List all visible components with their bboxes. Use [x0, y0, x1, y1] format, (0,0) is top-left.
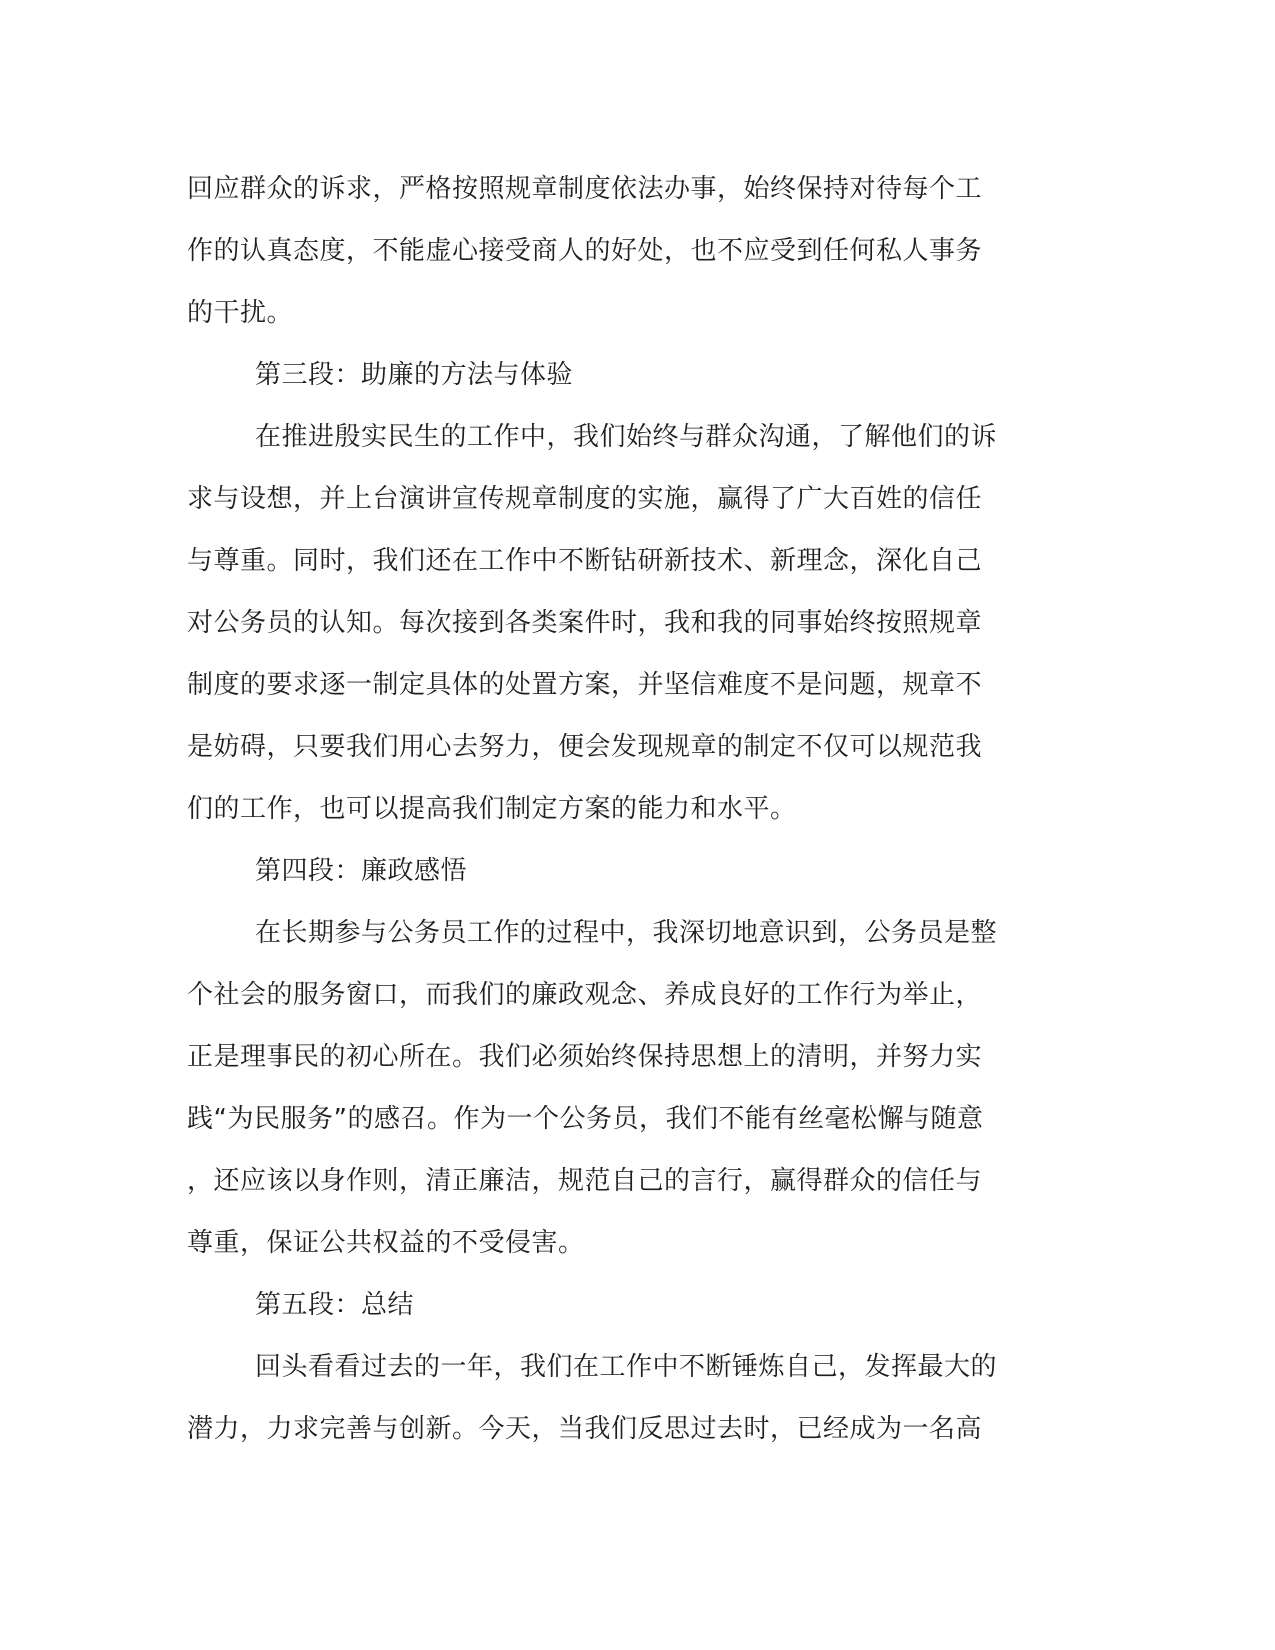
text-line: 潜力，力求完善与创新。今天，当我们反思过去时，已经成为一名高	[187, 1414, 983, 1444]
text-line: 回头看看过去的一年，我们在工作中不断锤炼自己，发挥最大的	[255, 1352, 998, 1382]
text-line: 在长期参与公务员工作的过程中，我深切地意识到，公务员是整	[255, 918, 998, 948]
text-line: 在推进殷实民生的工作中，我们始终与群众沟通，了解他们的诉	[255, 422, 998, 452]
section-heading-3: 第三段：助廉的方法与体验	[255, 360, 574, 390]
text-line: 制度的要求逐一制定具体的处置方案，并坚信难度不是问题，规章不	[187, 670, 983, 700]
text-line: 尊重，保证公共权益的不受侵害。	[187, 1228, 585, 1258]
text-line: 是妨碍，只要我们用心去努力，便会发现规章的制定不仅可以规范我	[187, 732, 983, 762]
text-line: ，还应该以身作则，清正廉洁，规范自己的言行，赢得群众的信任与	[187, 1166, 983, 1196]
text-line: 正是理事民的初心所在。我们必须始终保持思想上的清明，并努力实	[187, 1042, 983, 1072]
text-line: 的干扰。	[187, 298, 294, 328]
text-line: 个社会的服务窗口，而我们的廉政观念、养成良好的工作行为举止，	[187, 980, 983, 1010]
text-line: 回应群众的诉求，严格按照规章制度依法办事，始终保持对待每个工	[187, 174, 983, 204]
document-body	[187, 158, 1077, 1460]
text-line: 践“为民服务”的感召。作为一个公务员，我们不能有丝毫松懈与随意	[187, 1104, 984, 1134]
text-line: 作的认真态度，不能虚心接受商人的好处，也不应受到任何私人事务	[187, 236, 983, 266]
text-line: 对公务员的认知。每次接到各类案件时，我和我的同事始终按照规章	[187, 608, 983, 638]
text-line: 们的工作，也可以提高我们制定方案的能力和水平。	[187, 794, 797, 824]
text-line: 求与设想，并上台演讲宣传规章制度的实施，赢得了广大百姓的信任	[187, 484, 983, 514]
section-heading-5: 第五段：总结	[255, 1290, 415, 1320]
text-line: 与尊重。同时，我们还在工作中不断钻研新技术、新理念，深化自己	[187, 546, 983, 576]
section-heading-4: 第四段：廉政感悟	[255, 856, 468, 886]
